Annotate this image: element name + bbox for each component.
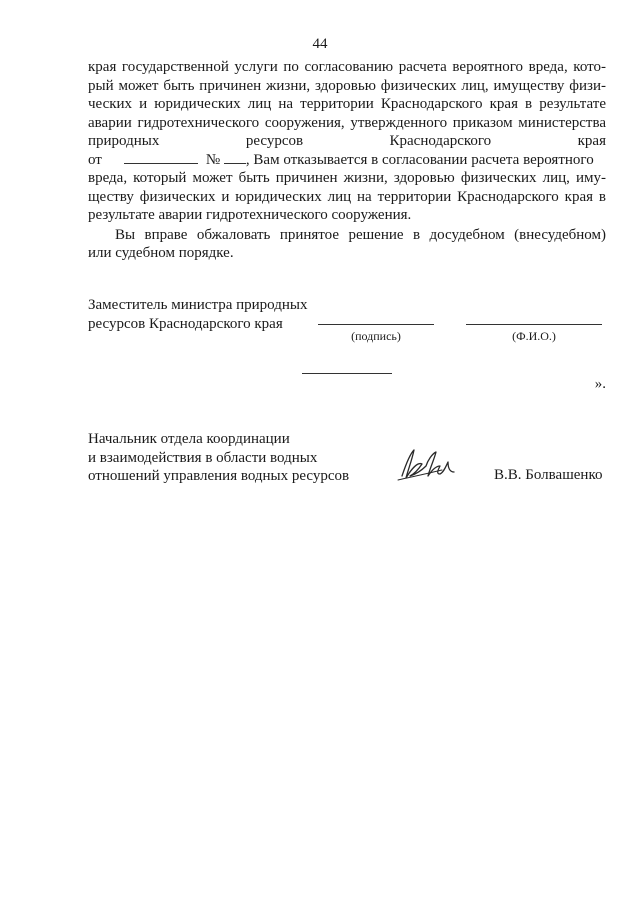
deputy-name-line [466, 324, 602, 325]
deputy-title [88, 296, 307, 333]
body-text [88, 58, 606, 263]
body-line-1: края государственной услуги по согласованию расчета вероятного вреда, кото- [88, 59, 606, 75]
appeal-line-2: или судебном порядке. [88, 245, 234, 261]
body-line-5: природных ресурсов Краснодарского края [88, 133, 606, 149]
number-sign: № [205, 151, 221, 168]
head-title-line-2: и взаимодействия в области водных [88, 449, 318, 466]
body-line-9: результате аварии гидротехнического сооружения. [88, 207, 412, 223]
number-blank [224, 151, 246, 164]
body-line-4: аварии гидротехнического сооружения, утвержденного приказом министерства [88, 114, 606, 131]
deputy-title-line-1: Заместитель министра природных [88, 297, 308, 313]
handwritten-signature [396, 446, 458, 484]
head-title [88, 430, 349, 486]
body-line-2: рый может быть причинен жизни, здоровью физических лиц, имуществу физи- [88, 77, 606, 94]
date-blank [124, 151, 198, 164]
date-line [302, 373, 392, 374]
body-line-8: ществу физических и юридических лиц на территории Краснодарского края в [88, 188, 606, 205]
date-from-label: от [88, 151, 102, 168]
body-line-3: ческих и юридических лиц на территории Краснодарского края в результате [88, 96, 606, 112]
refusal-text: , Вам отказывается в согласовании расчета вероятного [245, 151, 594, 168]
deputy-signature-line [318, 324, 434, 325]
signature-caption: (подпись) [351, 329, 401, 343]
deputy-title-line-2: ресурсов Краснодарского края [88, 315, 283, 332]
body-line-6 [88, 151, 606, 170]
head-title-line-3: отношений управления водных ресурсов [88, 468, 350, 484]
head-title-line-1: Начальник отдела координации [88, 431, 290, 447]
head-name: В.В. Болвашенко [494, 467, 603, 483]
body-line-7: вреда, который может быть причинен жизни, здоровью физических лиц, иму- [88, 170, 606, 186]
closing-quote: ». [594, 376, 606, 392]
appeal-line-1: Вы вправе обжаловать принятое решение в досудебном (внесудебном) [115, 226, 606, 243]
page-number: 44 [312, 36, 328, 52]
name-caption: (Ф.И.О.) [512, 329, 556, 343]
